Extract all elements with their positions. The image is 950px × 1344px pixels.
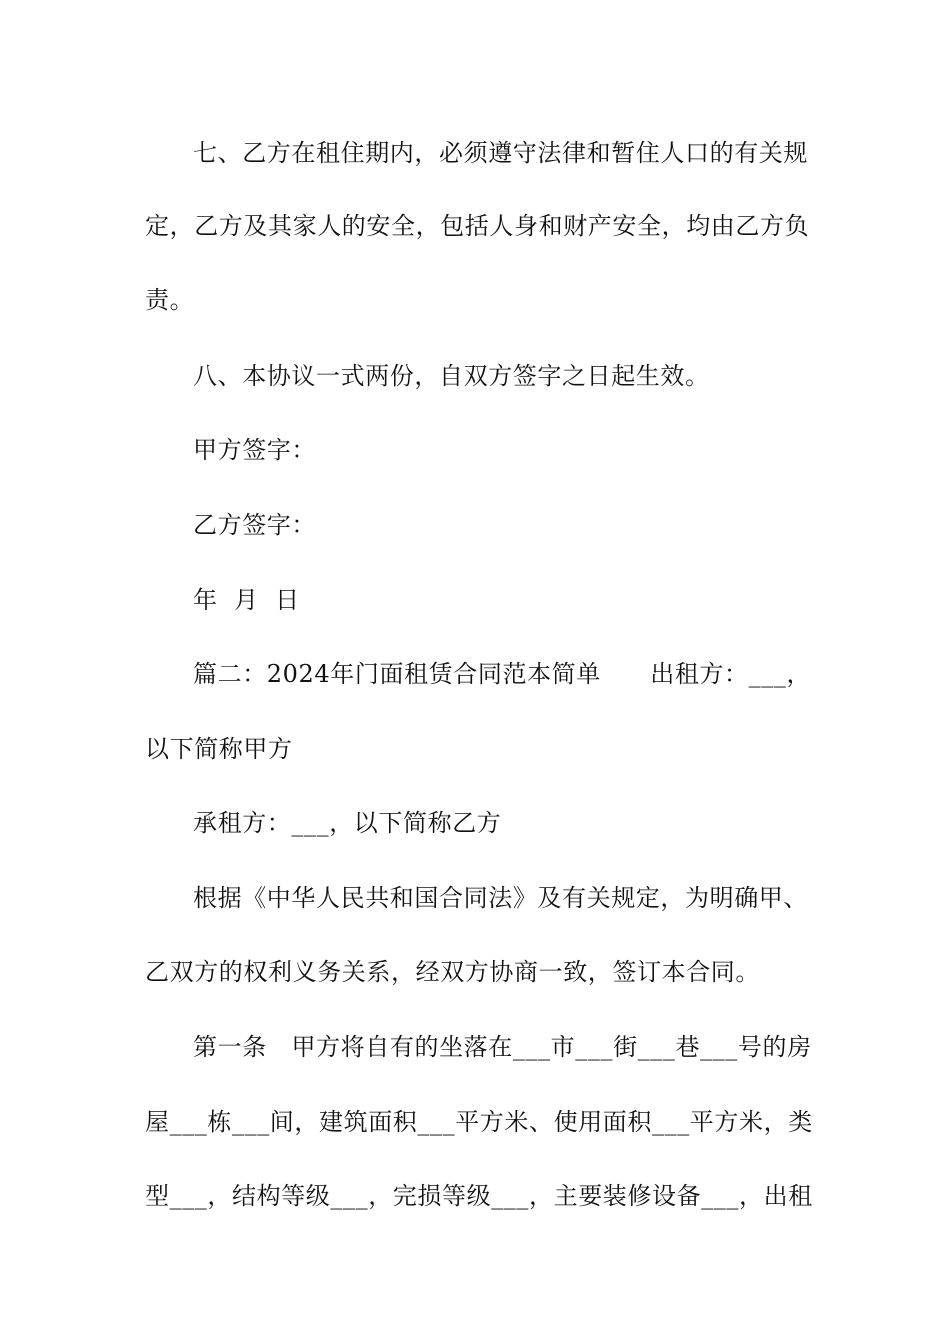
paragraph-line: 责。: [145, 286, 195, 314]
paragraph-line: 型___，结构等级___，完损等级___，主要装修设备___，出租: [145, 1182, 813, 1210]
paragraph-line: 屋___栋___间，建筑面积___平方米、使用面积___平方米，类: [145, 1108, 813, 1136]
signature-line-party-a: 甲方签字：: [193, 436, 316, 464]
paragraph-line: 乙双方的权利义务关系，经双方协商一致，签订本合同。: [145, 958, 760, 986]
date-line: 年 月 日: [193, 586, 300, 614]
paragraph-line: 以下简称甲方: [145, 735, 293, 763]
section-heading-line: 篇二：2024年门面租赁合同范本简单 出租方：___，: [193, 660, 812, 688]
signature-line-party-b: 乙方签字：: [193, 511, 316, 539]
paragraph-line: 承租方：___，以下简称乙方: [193, 809, 502, 837]
paragraph-line: 八、本协议一式两份，自双方签字之日起生效。: [193, 362, 710, 390]
paragraph-line: 根据《中华人民共和国合同法》及有关规定，为明确甲、: [193, 884, 808, 912]
paragraph-line: 七、乙方在租住期内，必须遵守法律和暂住人口的有关规: [193, 139, 808, 167]
article-line: 第一条 甲方将自有的坐落在___市___街___巷___号的房: [193, 1033, 812, 1061]
paragraph-line: 定，乙方及其家人的安全，包括人身和财产安全，均由乙方负: [145, 212, 810, 240]
